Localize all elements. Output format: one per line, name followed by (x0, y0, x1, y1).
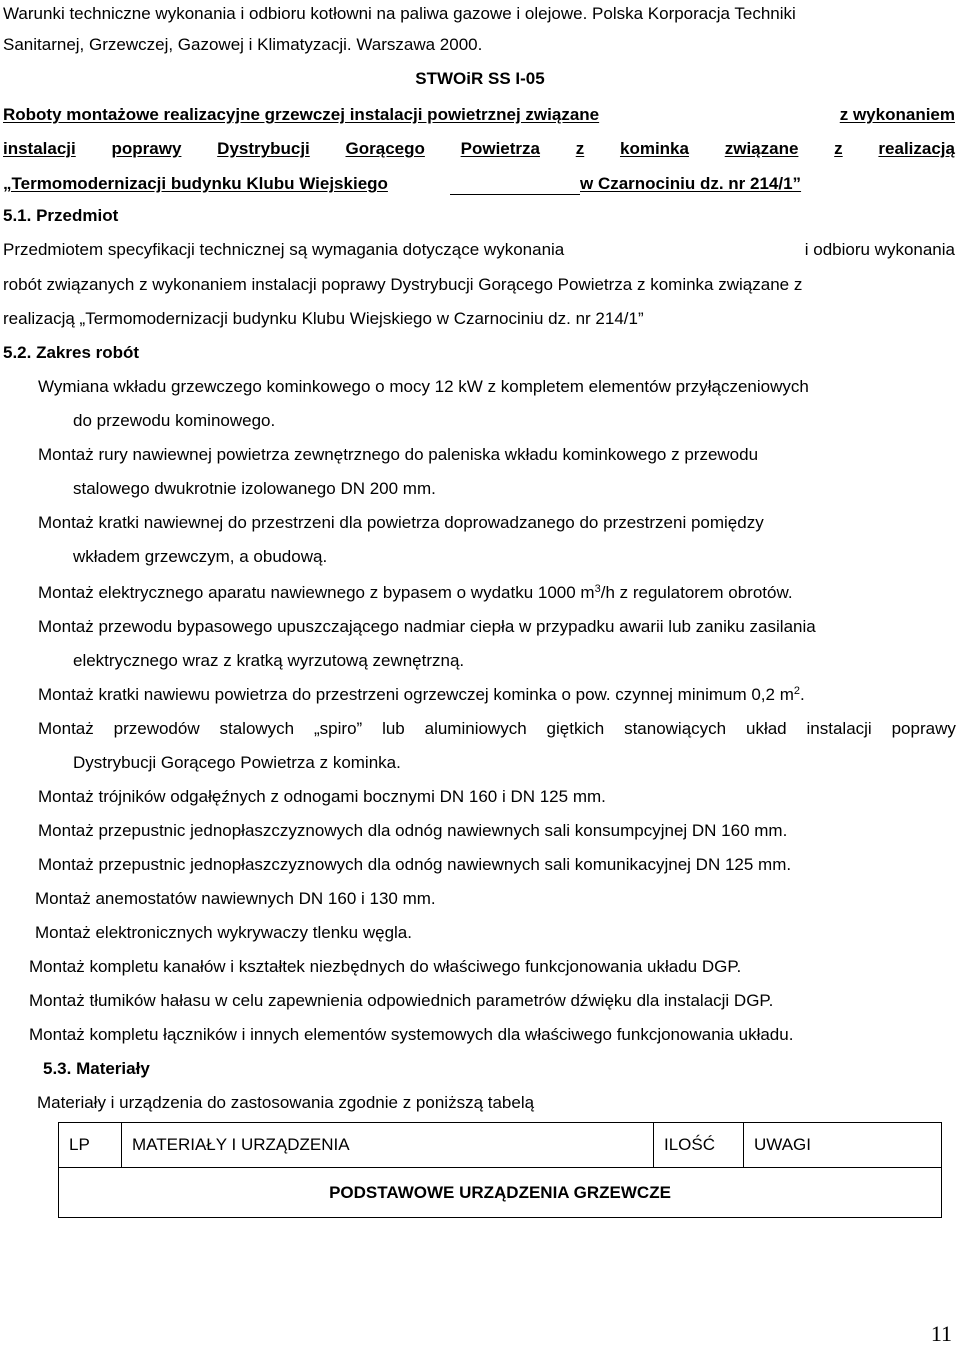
item-word: stalowych (219, 719, 295, 738)
scope-item-3-cont: wkładem grzewczym, a obudową. (73, 547, 328, 566)
title-word: Dystrybucji (217, 139, 310, 158)
header-line-2: Sanitarnej, Grzewczej, Gazowej i Klimatyzacji. Warszawa 2000. (3, 35, 483, 54)
section-5-2-heading: 5.2. Zakres robót (3, 343, 140, 362)
item-word: aluminiowych (424, 719, 527, 738)
s51-paragraph-line-2: robót związanych z wykonaniem instalacji poprawy Dystrybucji Gorącego Powietrza z kominka związane z (3, 275, 803, 294)
scope-item-2-cont: stalowego dwukrotnie izolowanego DN 200 mm. (73, 479, 436, 498)
scope-item-3: Montaż kratki nawiewnej do przestrzeni dla powietrza doprowadzanego do przestrzeni pomiędzy (38, 513, 764, 532)
section-title: PODSTAWOWE URZĄDZENIA GRZEWCZE (59, 1168, 942, 1218)
title-underline-gap (450, 175, 580, 195)
title-word: Powietrza (460, 139, 540, 158)
item-word: poprawy (891, 719, 956, 738)
scope-item-7-cont: Dystrybucji Gorącego Powietrza z kominka. (73, 753, 401, 772)
superscript: 2 (793, 685, 800, 697)
scope-item-5: Montaż przewodu bypasowego upuszczającego nadmiar ciepła w przypadku awarii lub zaniku zasilania (38, 617, 816, 636)
scope-item-1: Wymiana wkładu grzewczego kominkowego o mocy 12 kW z kompletem elementów przyłączeniowych (38, 377, 809, 396)
table-section-row (59, 1168, 942, 1218)
materials-table (58, 1122, 942, 1218)
title-word: kominka (619, 139, 689, 158)
scope-item-6-text: Montaż kratki nawiewu powietrza do przestrzeni ogrzewczej kominka o pow. czynnej minimum 0,2 m (38, 685, 794, 704)
s51-p1a: Przedmiotem specyfikacji technicznej są wymagania dotyczące wykonania (3, 240, 565, 259)
scope-item-6 (38, 686, 805, 703)
title-word: związane (724, 139, 799, 158)
item-word: „spiro” (314, 719, 363, 738)
scope-item-6-end: . (800, 685, 805, 704)
spec-code: STWOiR SS I-05 (415, 69, 545, 88)
s51-paragraph-line-3: realizacją „Termomodernizacji budynku Klubu Wiejskiego w Czarnociniu dz. nr 214/1” (3, 309, 644, 328)
item-word: stanowiących (624, 719, 727, 738)
title-word: poprawy (111, 139, 182, 158)
scope-item-8: Montaż trójników odgałęźnych z odnogami bocznymi DN 160 i DN 125 mm. (38, 787, 606, 806)
page-number: 11 (930, 1321, 952, 1346)
col-header-quantity: ILOŚĆ (654, 1123, 744, 1168)
title-line-3b: w Czarnociniu dz. nr 214/1” (580, 174, 802, 193)
item-word: Montaż (38, 719, 94, 738)
title-line-3a: „Termomodernizacji budynku Klubu Wiejskiego (3, 174, 388, 193)
scope-item-14: Montaż tłumików hałasu w celu zapewnienia odpowiednich parametrów dźwięku dla instalacji DGP. (29, 991, 774, 1010)
item-word: instalacji (806, 719, 872, 738)
col-header-notes: UWAGI (744, 1123, 942, 1168)
title-line-1 (3, 106, 955, 123)
title-line-2 (3, 140, 955, 157)
title-word: Gorącego (345, 139, 425, 158)
col-header-lp: LP (59, 1123, 122, 1168)
col-header-materials: MATERIAŁY I URZĄDZENIA (122, 1123, 654, 1168)
scope-item-15: Montaż kompletu łączników i innych elementów systemowych dla właściwego funkcjonowania układu. (29, 1025, 794, 1044)
item-word: lub (382, 719, 405, 738)
title-word: z (834, 139, 843, 158)
scope-item-7 (38, 720, 956, 737)
scope-item-1-cont: do przewodu kominowego. (73, 411, 276, 430)
title-line-1b: z wykonaniem (839, 105, 955, 124)
item-word: giętkich (546, 719, 605, 738)
table-header-row (59, 1123, 942, 1168)
section-5-3-heading: 5.3. Materiały (43, 1059, 150, 1078)
title-word: realizacją (878, 139, 955, 158)
scope-item-9: Montaż przepustnic jednopłaszczyznowych dla odnóg nawiewnych sali konsumpcyjnej DN 160 mm. (38, 821, 788, 840)
scope-item-5-cont: elektrycznego wraz z kratką wyrzutową zewnętrzną. (73, 651, 465, 670)
title-word: instalacji (3, 139, 76, 158)
item-word: układ (746, 719, 787, 738)
materials-intro: Materiały i urządzenia do zastosowania zgodnie z poniższą tabelą (37, 1093, 535, 1112)
section-5-1-heading: 5.1. Przedmiot (3, 206, 119, 225)
scope-item-2: Montaż rury nawiewnej powietrza zewnętrznego do paleniska wkładu kominkowego z przewodu (38, 445, 759, 464)
scope-item-13: Montaż kompletu kanałów i kształtek niezbędnych do właściwego funkcjonowania układu DGP. (29, 957, 742, 976)
s51-paragraph-line-1 (3, 241, 955, 258)
scope-item-11: Montaż anemostatów nawiewnych DN 160 i 130 mm. (35, 889, 436, 908)
scope-item-4-unit: /h z regulatorem obrotów. (600, 583, 793, 602)
superscript: 3 (594, 583, 601, 595)
scope-item-4 (38, 584, 793, 601)
scope-item-10: Montaż przepustnic jednopłaszczyznowych dla odnóg nawiewnych sali komunikacyjnej DN 125 mm. (38, 855, 792, 874)
title-word: z (575, 139, 585, 158)
scope-item-4-text: Montaż elektrycznego aparatu nawiewnego z bypasem o wydatku 1000 m (38, 583, 595, 602)
s51-p1b: i odbioru wykonania (804, 240, 955, 259)
scope-item-12: Montaż elektronicznych wykrywaczy tlenku węgla. (35, 923, 412, 942)
item-word: przewodów (113, 719, 200, 738)
header-line-1: Warunki techniczne wykonania i odbioru kotłowni na paliwa gazowe i olejowe. Polska Korporacja Techniki (3, 4, 796, 23)
title-line-1a: Roboty montażowe realizacyjne grzewczej instalacji powietrznej związane (3, 105, 600, 124)
